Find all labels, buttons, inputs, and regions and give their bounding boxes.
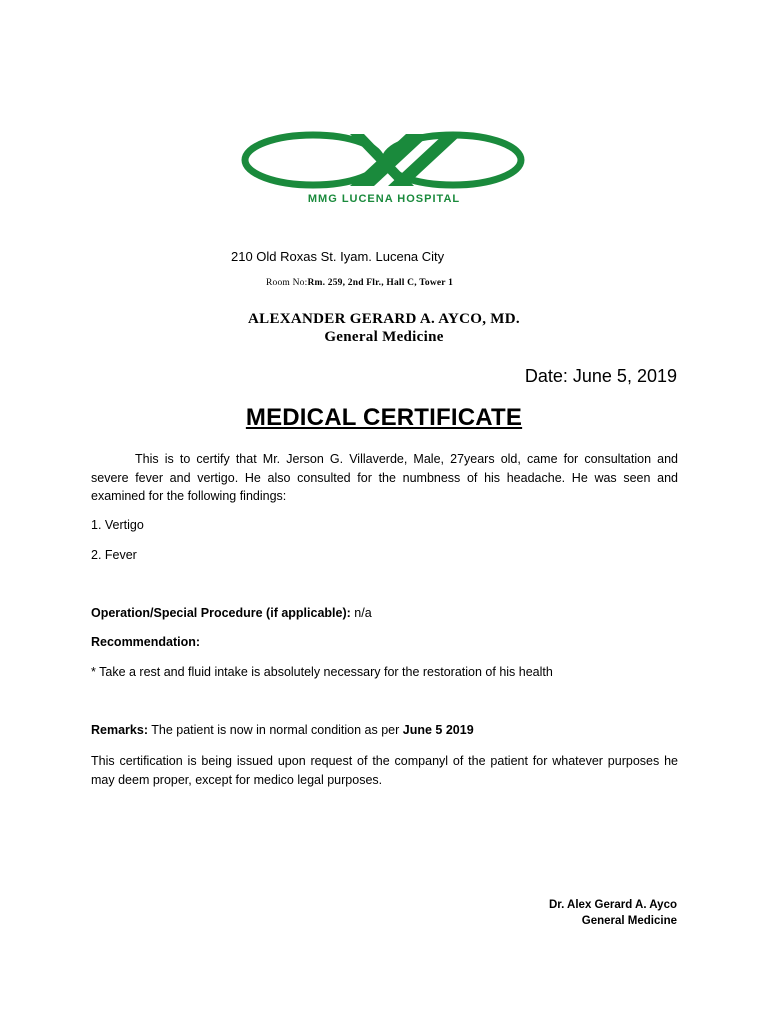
finding-item: 1. Vertigo xyxy=(91,518,144,532)
recommendation-label: Recommendation: xyxy=(91,635,201,649)
page-title: MEDICAL CERTIFICATE xyxy=(245,404,523,431)
operation-label: Operation/Special Procedure (if applicable): xyxy=(91,606,351,620)
remarks-date: June 5 2019 xyxy=(402,723,474,737)
doctor-name: ALEXANDER GERARD A. AYCO, MD. xyxy=(248,311,520,327)
logo-text: MMG LUCENA HOSPITAL xyxy=(307,193,461,205)
hospital-logo xyxy=(238,122,530,208)
signature-name: Dr. Alex Gerard A. Ayco xyxy=(548,899,677,911)
hospital-address: 210 Old Roxas St. Iyam. Lucena City xyxy=(231,249,445,264)
doctor-header xyxy=(0,310,768,346)
intro-paragraph: This is to certify that Mr. Jerson G. Villaverde, Male, 27years old, came for consultation and severe fever and vertigo. He also consulted for the numbness of his headache. He was seen and examined for the following findings: xyxy=(91,452,678,503)
remarks-text: The patient is now in normal condition as per xyxy=(147,723,403,737)
operation-value: n/a xyxy=(350,606,372,620)
operation-line xyxy=(91,604,678,623)
doctor-specialty: General Medicine xyxy=(324,329,444,345)
remarks-line xyxy=(91,721,678,740)
room-label: Room No: xyxy=(266,278,308,288)
certificate-date: Date: June 5, 2019 xyxy=(524,366,677,386)
remarks-label: Remarks: xyxy=(91,723,148,737)
finding-item: 2. Fever xyxy=(91,548,137,562)
signature-title: General Medicine xyxy=(581,915,677,927)
signature-block xyxy=(549,897,677,929)
certification-paragraph: This certification is being issued upon request of the companyl of the patient for whatever purposes he may deem proper, except for medico legal purposes. xyxy=(91,754,678,787)
room-value: Rm. 259, 2nd Flr., Hall C, Tower 1 xyxy=(307,278,454,288)
room-info xyxy=(266,278,453,288)
recommendation-text: * Take a rest and fluid intake is absolutely necessary for the restoration of his health xyxy=(91,665,553,679)
